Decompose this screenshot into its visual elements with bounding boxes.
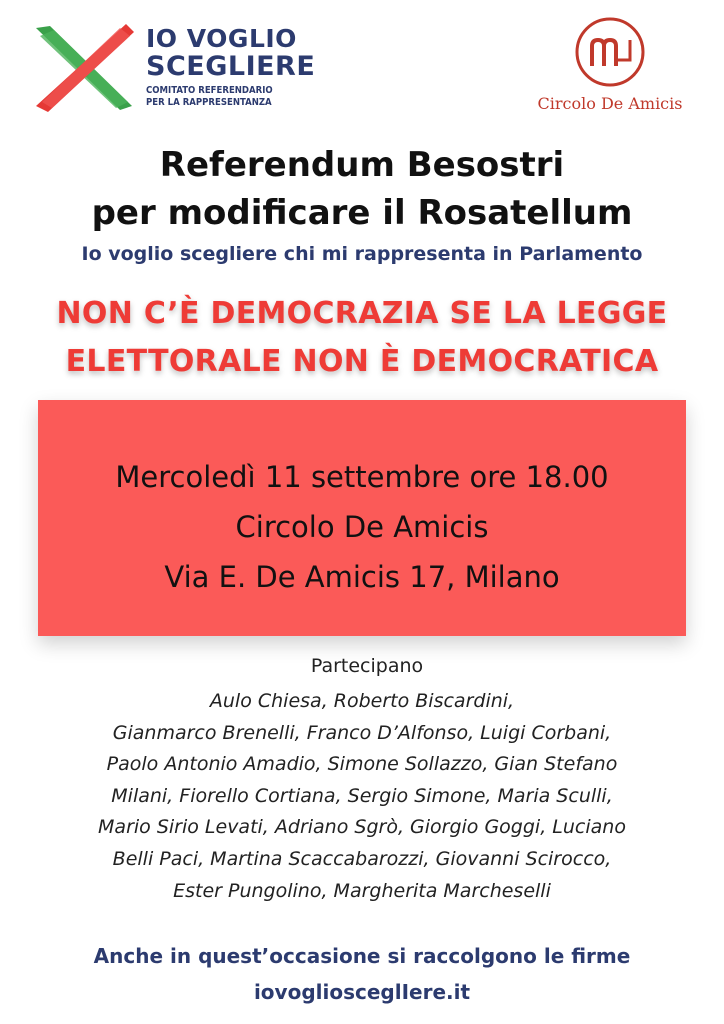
logo-text-line1: IO VOGLIO bbox=[146, 24, 297, 53]
footer-signatures-note: Anche in quest’occasione si raccolgono le firme bbox=[93, 944, 631, 968]
participants-line: Belli Paci, Martina Scaccabarozzi, Giovanni Scirocco, bbox=[112, 847, 612, 870]
logo-text-line4: PER LA RAPPRESENTANZA bbox=[146, 97, 272, 108]
slogan-line2: ELETTORALE NON È DEMOCRATICA bbox=[65, 344, 659, 379]
event-address: Via E. De Amicis 17, Milano bbox=[164, 560, 560, 594]
participants-heading: Partecipano bbox=[310, 655, 424, 677]
logo-text-line2: SCEGLIERE bbox=[146, 51, 316, 82]
participants-line: Aulo Chiesa, Roberto Biscardini, bbox=[209, 690, 515, 712]
participants-line: Paolo Antonio Amadio, Simone Sollazzo, Gian Stefano bbox=[106, 753, 618, 776]
subtitle: Io voglio scegliere chi mi rappresenta in Parlamento bbox=[81, 243, 643, 265]
event-place: Circolo De Amicis bbox=[235, 510, 489, 544]
circolo-logo bbox=[530, 16, 690, 116]
cross-x-icon bbox=[30, 22, 138, 114]
participants-line: Gianmarco Brenelli, Franco D’Alfonso, Luigi Corbani, bbox=[112, 721, 612, 744]
circolo-name: Circolo De Amicis bbox=[537, 94, 683, 113]
logo-text-line3: COMITATO REFERENDARIO bbox=[146, 85, 273, 96]
participants-line: Mario Sirio Levati, Adriano Sgrò, Giorgio Goggi, Luciano bbox=[98, 816, 626, 839]
slogan-line1: NON C’È DEMOCRAZIA SE LA LEGGE bbox=[56, 296, 668, 331]
circle-m-emblem-icon bbox=[574, 16, 646, 88]
comitato-logo bbox=[30, 18, 316, 118]
participants-line: Ester Pungolino, Margherita Marcheselli bbox=[173, 879, 551, 902]
title-line1: Referendum Besostri bbox=[159, 145, 565, 185]
participants-list bbox=[0, 686, 724, 907]
event-date-time: Mercoledì 11 settembre ore 18.00 bbox=[115, 460, 609, 494]
participants-line: Milani, Fiorello Cortiana, Sergio Simone, Maria Sculli, bbox=[111, 784, 613, 807]
event-box bbox=[38, 400, 686, 636]
title-line2: per modificare il Rosatellum bbox=[91, 193, 633, 233]
footer-website: iovogliosceglIere.it bbox=[253, 980, 471, 1004]
